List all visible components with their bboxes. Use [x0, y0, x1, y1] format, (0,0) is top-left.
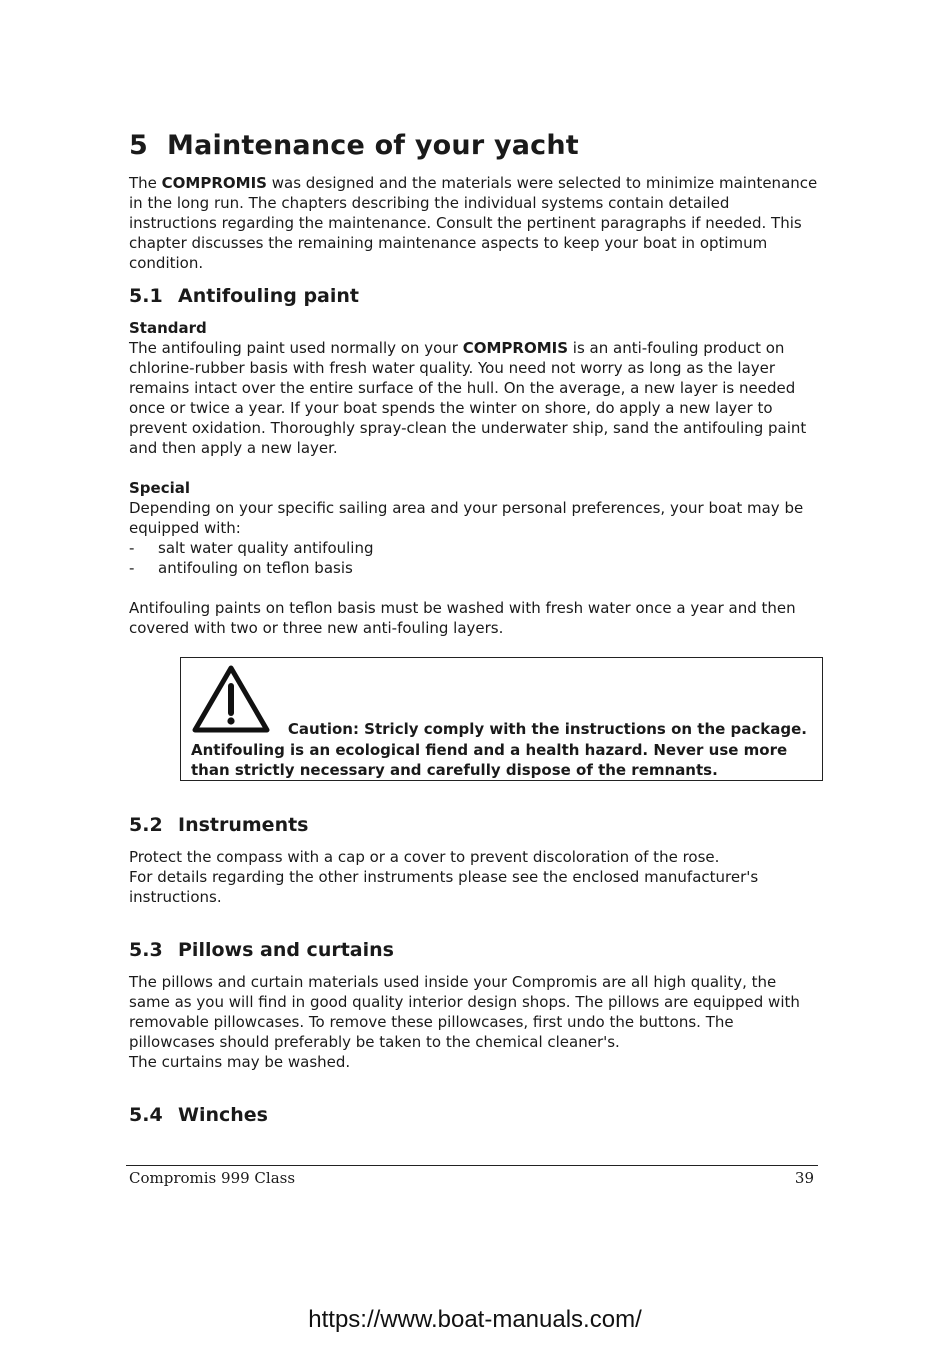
pillows-text: The pillows and curtain materials used inside your Compromis are all high quality, the same as you will find in good quality interior design shops. The pillows are equipped with removable pillowcases. To remove these pillowcases, first undo the buttons. The pillowcases should preferably be taken to the chemical cleaner's.: [129, 973, 800, 1051]
bullet-text: antifouling on teflon basis: [158, 559, 353, 577]
intro-brand: COMPROMIS: [161, 174, 267, 192]
bullet-text: salt water quality antifouling: [158, 539, 374, 557]
section-title: Pillows and curtains: [178, 939, 394, 961]
list-item: [129, 558, 819, 578]
watermark-url: https://www.boat-manuals.com/: [308, 1306, 642, 1333]
section-number: 5.3: [129, 939, 163, 961]
special-text: Depending on your specific sailing area and your personal preferences, your boat may be equipped with:: [129, 499, 804, 537]
list-item: [129, 538, 819, 558]
caution-box: [180, 657, 823, 781]
section-heading-pillows: [129, 939, 394, 961]
special-subheading: Special: [129, 479, 191, 497]
chapter-title: Maintenance of your yacht: [167, 130, 579, 161]
teflon-paragraph: Antifouling paints on teflon basis must be washed with fresh water once a year and then covered with two or three new anti-fouling layers.: [129, 599, 796, 637]
section-heading-instruments: [129, 814, 309, 836]
caution-text: [191, 719, 817, 781]
instruments-paragraph: [129, 847, 819, 907]
chapter-heading: [129, 130, 579, 161]
section-heading-antifouling: [129, 285, 359, 307]
section-title: Antifouling paint: [178, 285, 359, 307]
footer-title: Compromis 999 Class: [129, 1169, 296, 1187]
antifouling-special: [129, 478, 819, 578]
bullet-marker: -: [129, 559, 135, 577]
section-number: 5.1: [129, 285, 163, 307]
instruments-line-2: For details regarding the other instruments please see the enclosed manufacturer's instructions.: [129, 868, 759, 906]
intro-pre: The: [129, 174, 162, 192]
intro-post: was designed and the materials were selected to minimize maintenance in the long run. The chapters describing the individual systems contain detailed instructions regarding the maintenance. Consult the pertinent paragraphs if needed. This chapter discusses the remaining maintenance aspects to keep your boat in optimum condition.: [129, 174, 818, 272]
section-title: Winches: [178, 1104, 268, 1126]
pillows-paragraph: [129, 972, 819, 1072]
section-number: 5.2: [129, 814, 163, 836]
chapter-intro: [129, 173, 819, 273]
caution-line-2: Antifouling is an ecological fiend and a health hazard. Never use more than strictly necessary and carefully dispose of the remnants.: [191, 740, 788, 779]
section-title: Instruments: [178, 814, 309, 836]
bullet-marker: -: [129, 539, 135, 557]
chapter-number: 5: [129, 130, 148, 161]
caution-line-1: Caution: Stricly comply with the instructions on the package.: [287, 720, 807, 738]
standard-brand: COMPROMIS: [462, 339, 569, 357]
page-number: 39: [794, 1169, 814, 1187]
antifouling-standard: [129, 318, 819, 458]
footer-divider: [126, 1165, 818, 1166]
section-number: 5.4: [129, 1104, 163, 1126]
standard-pre: The antifouling paint used normally on your: [129, 339, 463, 357]
standard-post: is an anti-fouling product on chlorine-rubber basis with fresh water quality. You need not worry as long as the layer remains intact over the entire surface of the hull. On the average, a new layer is needed once or twice a year. If your boat spends the winter on shore, do apply a new layer to prevent oxidation. Thoroughly spray-clean the underwater ship, sand the antifouling paint and then apply a new layer.: [129, 339, 807, 457]
standard-subheading: Standard: [129, 319, 207, 337]
instruments-line-1: Protect the compass with a cap or a cover to prevent discoloration of the rose.: [129, 848, 720, 866]
curtains-text: The curtains may be washed.: [129, 1053, 351, 1071]
section-heading-winches: [129, 1104, 268, 1126]
